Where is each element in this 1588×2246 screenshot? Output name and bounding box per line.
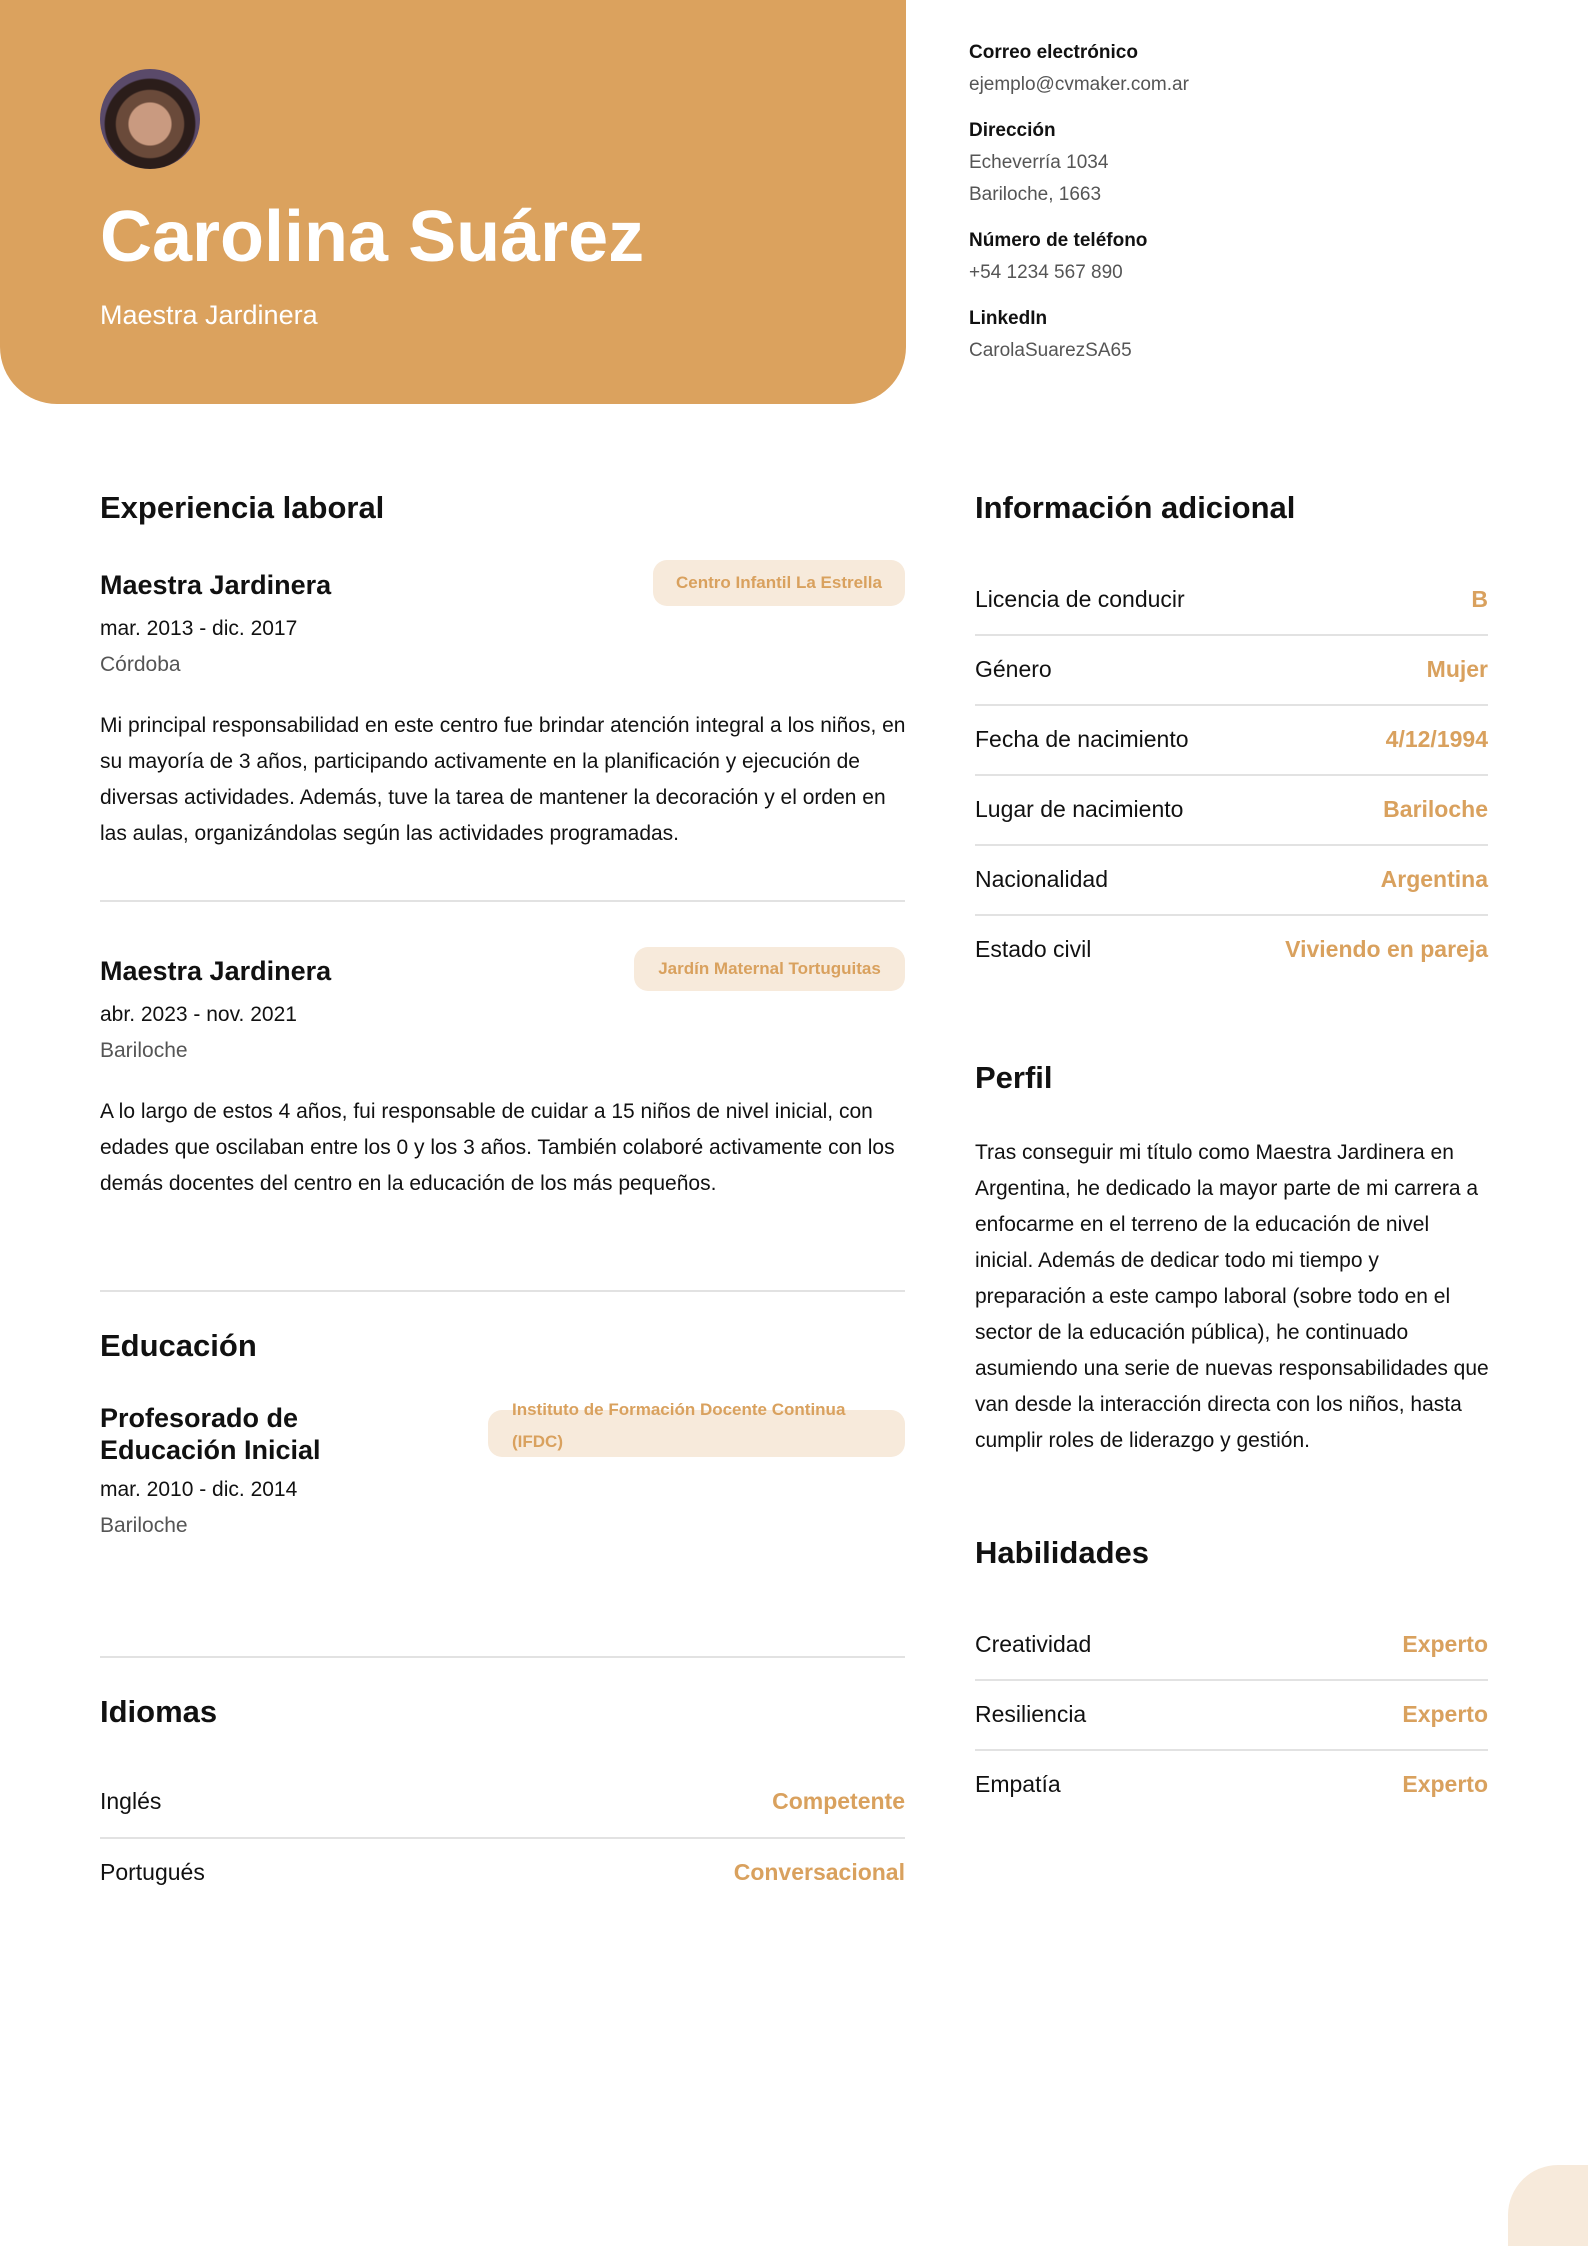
info-row-value: B bbox=[1471, 585, 1488, 612]
contact-address-line1: Echeverría 1034 bbox=[969, 152, 1109, 173]
info-row bbox=[975, 564, 1488, 634]
contact-label: Correo electrónico bbox=[969, 42, 1138, 63]
contact-label: Dirección bbox=[969, 120, 1056, 141]
info-row-value: 4/12/1994 bbox=[1385, 725, 1488, 752]
language-row bbox=[100, 1837, 905, 1907]
skill-row-label: Creatividad bbox=[975, 1630, 1092, 1657]
info-row bbox=[975, 634, 1488, 704]
language-row bbox=[100, 1766, 905, 1836]
skill-row-label: Resiliencia bbox=[975, 1700, 1087, 1727]
degree-title: Profesorado de Educación Inicial bbox=[100, 1403, 321, 1465]
profile-photo bbox=[100, 69, 200, 169]
school-badge bbox=[488, 1400, 905, 1457]
job-dates: mar. 2013 - dic. 2017 bbox=[100, 617, 298, 640]
section-heading-education: Educación bbox=[100, 1328, 257, 1363]
section-heading-additional: Información adicional bbox=[975, 490, 1296, 525]
degree-location: Bariloche bbox=[100, 1514, 188, 1537]
language-level: Competente bbox=[772, 1787, 905, 1814]
section-heading-languages: Idiomas bbox=[100, 1694, 218, 1729]
info-row-label: Estado civil bbox=[975, 935, 1092, 962]
skill-row bbox=[975, 1609, 1488, 1679]
info-row bbox=[975, 774, 1488, 844]
job-title: Maestra Jardinera bbox=[100, 570, 332, 600]
info-row-label: Nacionalidad bbox=[975, 865, 1108, 892]
language-name: Portugués bbox=[100, 1858, 205, 1885]
degree-dates: mar. 2010 - dic. 2014 bbox=[100, 1478, 298, 1501]
info-row-value: Viviendo en pareja bbox=[1285, 935, 1488, 962]
job-location: Bariloche bbox=[100, 1039, 188, 1062]
profile-text: Tras conseguir mi título como Maestra Jardinera en Argentina, he dedicado la mayor parte de mi carrera a enfocarme en el terreno de la educación de nivel inicial. Además de dedicar todo mi tiempo y preparación a este campo laboral (sobre todo en el sector de la educación pública), he continuado asumiendo una serie de nuevas responsabilidades que van desde la interacción directa con los niños, hasta cumplir roles de liderazgo y gestión. bbox=[975, 1141, 1489, 1452]
job-org-badge: Centro Infantil La Estrella bbox=[653, 560, 905, 606]
contact-phone: +54 1234 567 890 bbox=[969, 262, 1123, 283]
info-row-label: Género bbox=[975, 655, 1052, 682]
skill-row-value: Experto bbox=[1402, 1700, 1488, 1727]
section-heading-profile: Perfil bbox=[975, 1060, 1053, 1095]
info-row-label: Lugar de nacimiento bbox=[975, 795, 1184, 822]
contact-label: Número de teléfono bbox=[969, 230, 1148, 251]
job-location: Córdoba bbox=[100, 653, 181, 676]
school-name: Instituto de Formación Docente Continua (IFDC) bbox=[512, 1400, 846, 1451]
contact-email: ejemplo@cvmaker.com.ar bbox=[969, 74, 1189, 95]
skill-row-value: Experto bbox=[1402, 1630, 1488, 1657]
job-description: A lo largo de estos 4 años, fui responsable de cuidar a 15 niños de nivel inicial, con edades que oscilaban entre los 0 y los 3 años. También colaboré activamente con los demás docentes del centro en la educación de los más pequeños. bbox=[100, 1100, 895, 1195]
job-dates: abr. 2023 - nov. 2021 bbox=[100, 1003, 297, 1026]
info-row-label: Fecha de nacimiento bbox=[975, 725, 1189, 752]
divider bbox=[100, 900, 905, 902]
info-row-value: Mujer bbox=[1426, 655, 1488, 682]
job-description: Mi principal responsabilidad en este centro fue brindar atención integral a los niños, en su mayoría de 3 años, participando activamente en la planificación y ejecución de diversas actividades. Además, tuve la tarea de mantener la decoración y el orden en las aulas, organizándolas según las actividades programadas. bbox=[100, 714, 906, 845]
language-level: Conversacional bbox=[733, 1858, 905, 1885]
candidate-title: Maestra Jardinera bbox=[100, 300, 318, 330]
divider bbox=[100, 1290, 905, 1292]
job-org-badge: Jardín Maternal Tortuguitas bbox=[634, 947, 905, 991]
section-heading-experience: Experiencia laboral bbox=[100, 490, 385, 525]
info-row-label: Licencia de conducir bbox=[975, 585, 1185, 612]
language-name: Inglés bbox=[100, 1787, 162, 1814]
skill-row bbox=[975, 1749, 1488, 1819]
skill-row-value: Experto bbox=[1402, 1770, 1488, 1797]
info-row-value: Bariloche bbox=[1383, 795, 1488, 822]
section-heading-skills: Habilidades bbox=[975, 1535, 1149, 1570]
contact-address-line2: Bariloche, 1663 bbox=[969, 184, 1102, 205]
corner-decoration bbox=[1508, 2165, 1588, 2246]
candidate-name: Carolina Suárez bbox=[100, 197, 645, 277]
skill-row-label: Empatía bbox=[975, 1770, 1061, 1797]
contact-linkedin: CarolaSuarezSA65 bbox=[969, 340, 1132, 361]
info-row bbox=[975, 844, 1488, 914]
contact-label: LinkedIn bbox=[969, 308, 1048, 329]
divider bbox=[100, 1656, 905, 1658]
info-row bbox=[975, 704, 1488, 774]
info-row bbox=[975, 914, 1488, 984]
info-row-value: Argentina bbox=[1380, 865, 1488, 892]
job-title: Maestra Jardinera bbox=[100, 956, 332, 986]
skill-row bbox=[975, 1679, 1488, 1749]
